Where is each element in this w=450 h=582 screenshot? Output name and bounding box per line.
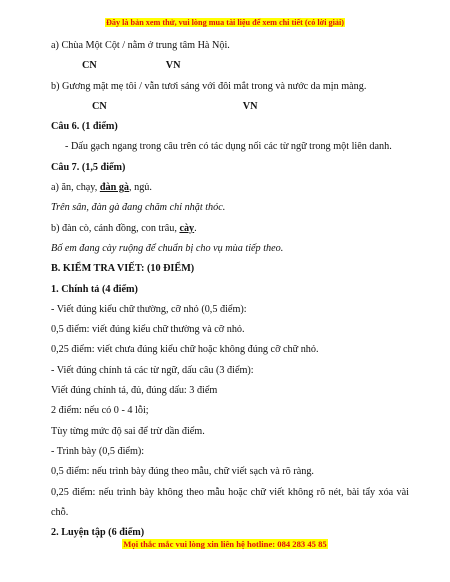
question-6-answer-text: - Dấu gạch ngang trong câu trên có tác dụng nối các từ ngữ trong một liên danh.	[65, 141, 392, 153]
document-content	[51, 36, 409, 543]
question-6-answer	[51, 137, 409, 157]
q7-a-odd-word: đàn gà	[99, 182, 130, 194]
criteria-line: - Viết đúng kiểu chữ thường, cỡ nhỏ (0,5 điểm):	[51, 303, 247, 315]
question-6-heading: Câu 6. (1 điểm)	[51, 121, 118, 133]
criteria-line: Viết đúng chính tả, đủ, đúng dấu: 3 điểm	[51, 385, 218, 397]
q5-labels-a	[51, 56, 409, 76]
criteria-line: 0,5 điểm: viết đúng kiểu chữ thường và cỡ nhỏ.	[51, 324, 245, 336]
label-cn: CN	[92, 100, 107, 112]
hotline-footer-text: Mọi thắc mắc vui lòng xin liên hệ hotline: 084 283 45 85	[123, 539, 327, 549]
criteria-line: 0,25 điểm: nếu trình bày không theo mẫu hoặc chữ viết không rõ nét, bài tẩy xóa vài chỗ.	[51, 486, 409, 518]
q7-a-sentence: Trên sân, đàn gà đang chăm chỉ nhặt thóc.	[51, 202, 226, 214]
criteria-line: Tùy từng mức độ sai để trừ dần điểm.	[51, 425, 205, 437]
question-7-heading: Câu 7. (1,5 điểm)	[51, 161, 126, 173]
chinh-ta-heading: 1. Chính tả (4 điểm)	[51, 283, 138, 295]
label-vn: VN	[165, 60, 181, 72]
label-cn: CN	[82, 60, 97, 72]
q7-b-prefix: b) đàn cò, cánh đồng, con trâu,	[51, 222, 180, 234]
hotline-footer	[0, 534, 450, 552]
preview-banner-text: Đây là bản xem thử, vui lòng mua tài liệu để xem chi tiết (có lời giải)	[105, 18, 344, 27]
q7-a-prefix: a) ăn, chạy,	[51, 182, 100, 194]
criteria-line: 0,5 điểm: nếu trình bày đúng theo mẫu, chữ viết sạch và rõ ràng.	[51, 466, 314, 478]
q5-labels-b	[51, 97, 409, 117]
preview-banner	[0, 12, 450, 30]
q5-answer-a: a) Chùa Một Cột / nằm ở trung tâm Hà Nội.	[51, 40, 230, 51]
luyen-tap-heading: 2. Luyện tập (6 điểm)	[51, 527, 145, 539]
q7-answer-b	[51, 219, 409, 239]
q7-b-sentence: Bố em đang cày ruộng để chuẩn bị cho vụ mùa tiếp theo.	[51, 242, 284, 254]
q7-b-odd-word: cày	[179, 222, 195, 234]
criteria-line: 2 điểm: nếu có 0 - 4 lỗi;	[51, 405, 149, 417]
q7-a-suffix: , ngủ.	[129, 182, 152, 194]
q7-b-suffix: .	[194, 222, 197, 234]
q5-answer-b: b) Gương mặt mẹ tôi / vẫn tươi sáng với đôi mắt trong và nước da mịn màng.	[51, 80, 367, 92]
criteria-line: 0,25 điểm: viết chưa đúng kiểu chữ hoặc không đúng cỡ chữ nhỏ.	[51, 344, 319, 356]
criteria-line: - Trình bày (0,5 điểm):	[51, 445, 145, 457]
section-b-heading: B. KIỂM TRA VIẾT: (10 ĐIỂM)	[51, 263, 195, 275]
label-vn: VN	[242, 100, 258, 112]
criteria-line: - Viết đúng chính tả các từ ngữ, dấu câu (3 điểm):	[51, 364, 254, 376]
q7-answer-a	[51, 178, 409, 198]
